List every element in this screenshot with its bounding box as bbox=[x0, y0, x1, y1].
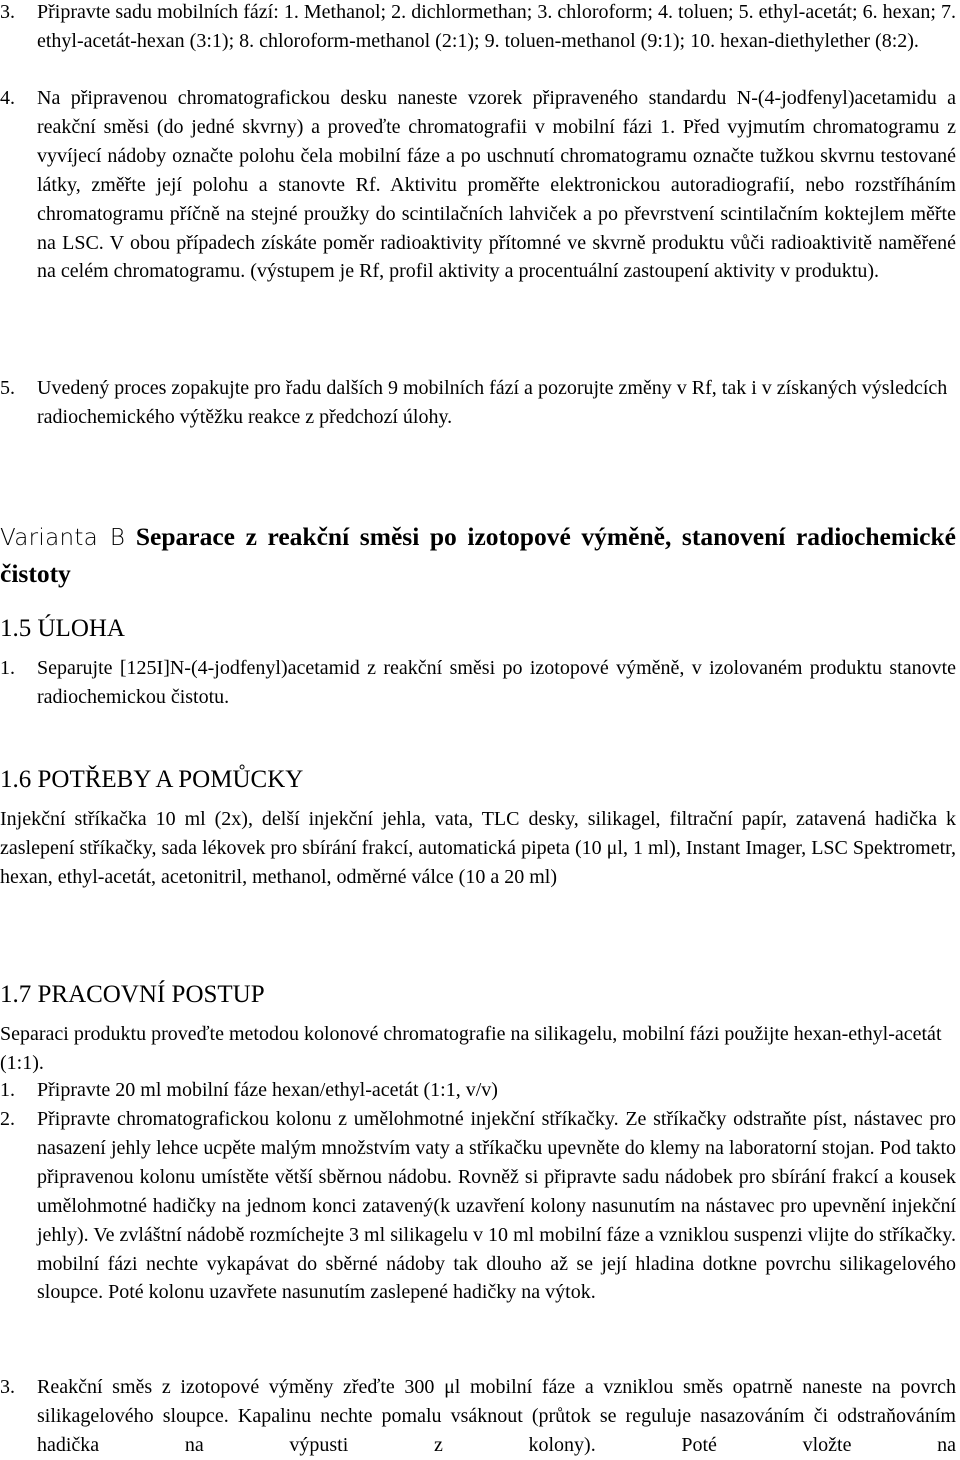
list-item bbox=[0, 654, 960, 712]
list-text: Uvedený proces zopakujte pro řadu dalších 9 mobilních fází a pozorujte změny v Rf, tak i v získaných výsledcích radiochemického výtěžku reakce z předchozí úlohy. bbox=[37, 377, 948, 428]
list-number: 5. bbox=[0, 377, 15, 399]
list-item bbox=[0, 1076, 960, 1105]
list-number: 3. bbox=[0, 1, 15, 23]
list-text: Na připravenou chromatografickou desku naneste vzorek připraveného standardu N-(4-jodfenyl)acetamidu a reakční směsi (do jedné skvrny) a proveďte chromatografii v mobilní fázi 1. Před vyjmutím chromatogramu z vyvíjecí nádoby označte polohu čela mobilní fáze a po uschnutí chromatogramu označte tužkou skvrnu testované látky, změřte její polohu a stanovte Rf. Aktivitu proměřte elektronickou autoradiografií, nebo rozstříháním chromatogramu příčně na stejné proužky do scintilačních lahviček a po převrstvení scintilačním koktejlem měřte na LSC. V obou případech získáte poměr radioaktivity přítomné ve skvrně produktu vůči radioaktivitě naměřené na celém chromatogramu. (výstupem je Rf, profil aktivity a procentuální zastoupení aktivity v produktu). bbox=[37, 87, 956, 283]
variant-title: Separace z reakční směsi po izotopové výměně, stanovení radiochemické čistoty bbox=[0, 522, 956, 588]
variant-label: Varianta B bbox=[0, 525, 126, 551]
list-item bbox=[0, 1373, 960, 1460]
list-text: Připravte 20 ml mobilní fáze hexan/ethyl-acetát (1:1, v/v) bbox=[37, 1079, 498, 1101]
procedure-intro: Separaci produktu proveďte metodou kolonové chromatografie na silikagelu, mobilní fázi použijte hexan-ethyl-acetát (1:1). bbox=[0, 1023, 942, 1074]
list-number: 1. bbox=[0, 657, 15, 679]
list-text: Připravte sadu mobilních fází: 1. Methanol; 2. dichlormethan; 3. chloroform; 4. toluen; 5. ethyl-acetát; 6. hexan; 7. ethyl-acetát-hexan (3:1); 8. chloroform-methanol (2:1); 9. toluen-methanol (9:1); 10. hexan-diethylether (8:2). bbox=[37, 1, 956, 52]
list-item bbox=[0, 0, 960, 56]
list-number: 3. bbox=[0, 1376, 15, 1398]
variant-heading bbox=[0, 519, 956, 591]
equipment-paragraph: Injekční stříkačka 10 ml (2x), delší injekční jehla, vata, TLC desky, silikagel, filtrační papír, zatavená hadička k zaslepení stříkačky, sada lékovek pro sbírání frakcí, automatická pipeta (10 μl, 1 ml), Instant Imager, LSC Spektrometr, hexan, ethyl-acetát, acetonitril, methanol, odměrné válce (10 a 20 ml) bbox=[0, 808, 956, 888]
section-heading-1-5: 1.5 ÚLOHA bbox=[0, 615, 125, 642]
list-number: 4. bbox=[0, 87, 15, 109]
list-item bbox=[0, 374, 960, 432]
list-text: Separujte [125I]N-(4-jodfenyl)acetamid z reakční směsi po izotopové výměně, v izolovaném produktu stanovte radiochemickou čistotu. bbox=[37, 657, 956, 708]
section-heading-1-6: 1.6 POTŘEBY A POMŮCKY bbox=[0, 766, 304, 793]
section-heading-1-7: 1.7 PRACOVNÍ POSTUP bbox=[0, 981, 265, 1008]
list-text: Připravte chromatografickou kolonu z umělohmotné injekční stříkačky. Ze stříkačky odstraňte píst, nástavec pro nasazení jehly lehce ucpěte malým množstvím vaty a stříkačku upevněte do klemy na laboratorní stojan. Pod takto připravenou kolonu umístěte větší sběrnou nádobu. Rovněž si připravte sadu nádobek pro sbírání frakcí a kousek umělohmotné hadičky na jednom konci zatavený(k uzavření kolony nasunutím na nástavec pro upevnění injekční jehly). Ve zvláštní nádobě rozmíchejte 3 ml silikagelu v 10 ml mobilní fáze a vzniklou suspenzi vlijte do stříkačky. mobilní fázi nechte vykapávat do sběrné nádoby tak dlouho až se její hladina dotkne povrchu silikagelového sloupce. Poté kolonu uzavřete nasunutím zaslepené hadičky na výtok. bbox=[37, 1108, 956, 1304]
list-number: 1. bbox=[0, 1079, 15, 1101]
list-item bbox=[0, 84, 960, 286]
list-item bbox=[0, 1105, 960, 1307]
list-text: Reakční směs z izotopové výměny zřeďte 300 μl mobilní fáze a vzniklou směs opatrně naneste na povrch silikagelového sloupce. Kapalinu nechte pomalu vsáknout (průtok se reguluje nasazováním či odstraňováním hadička na výpusti z kolony). Poté vložte na bbox=[37, 1376, 956, 1456]
list-number: 2. bbox=[0, 1108, 15, 1130]
